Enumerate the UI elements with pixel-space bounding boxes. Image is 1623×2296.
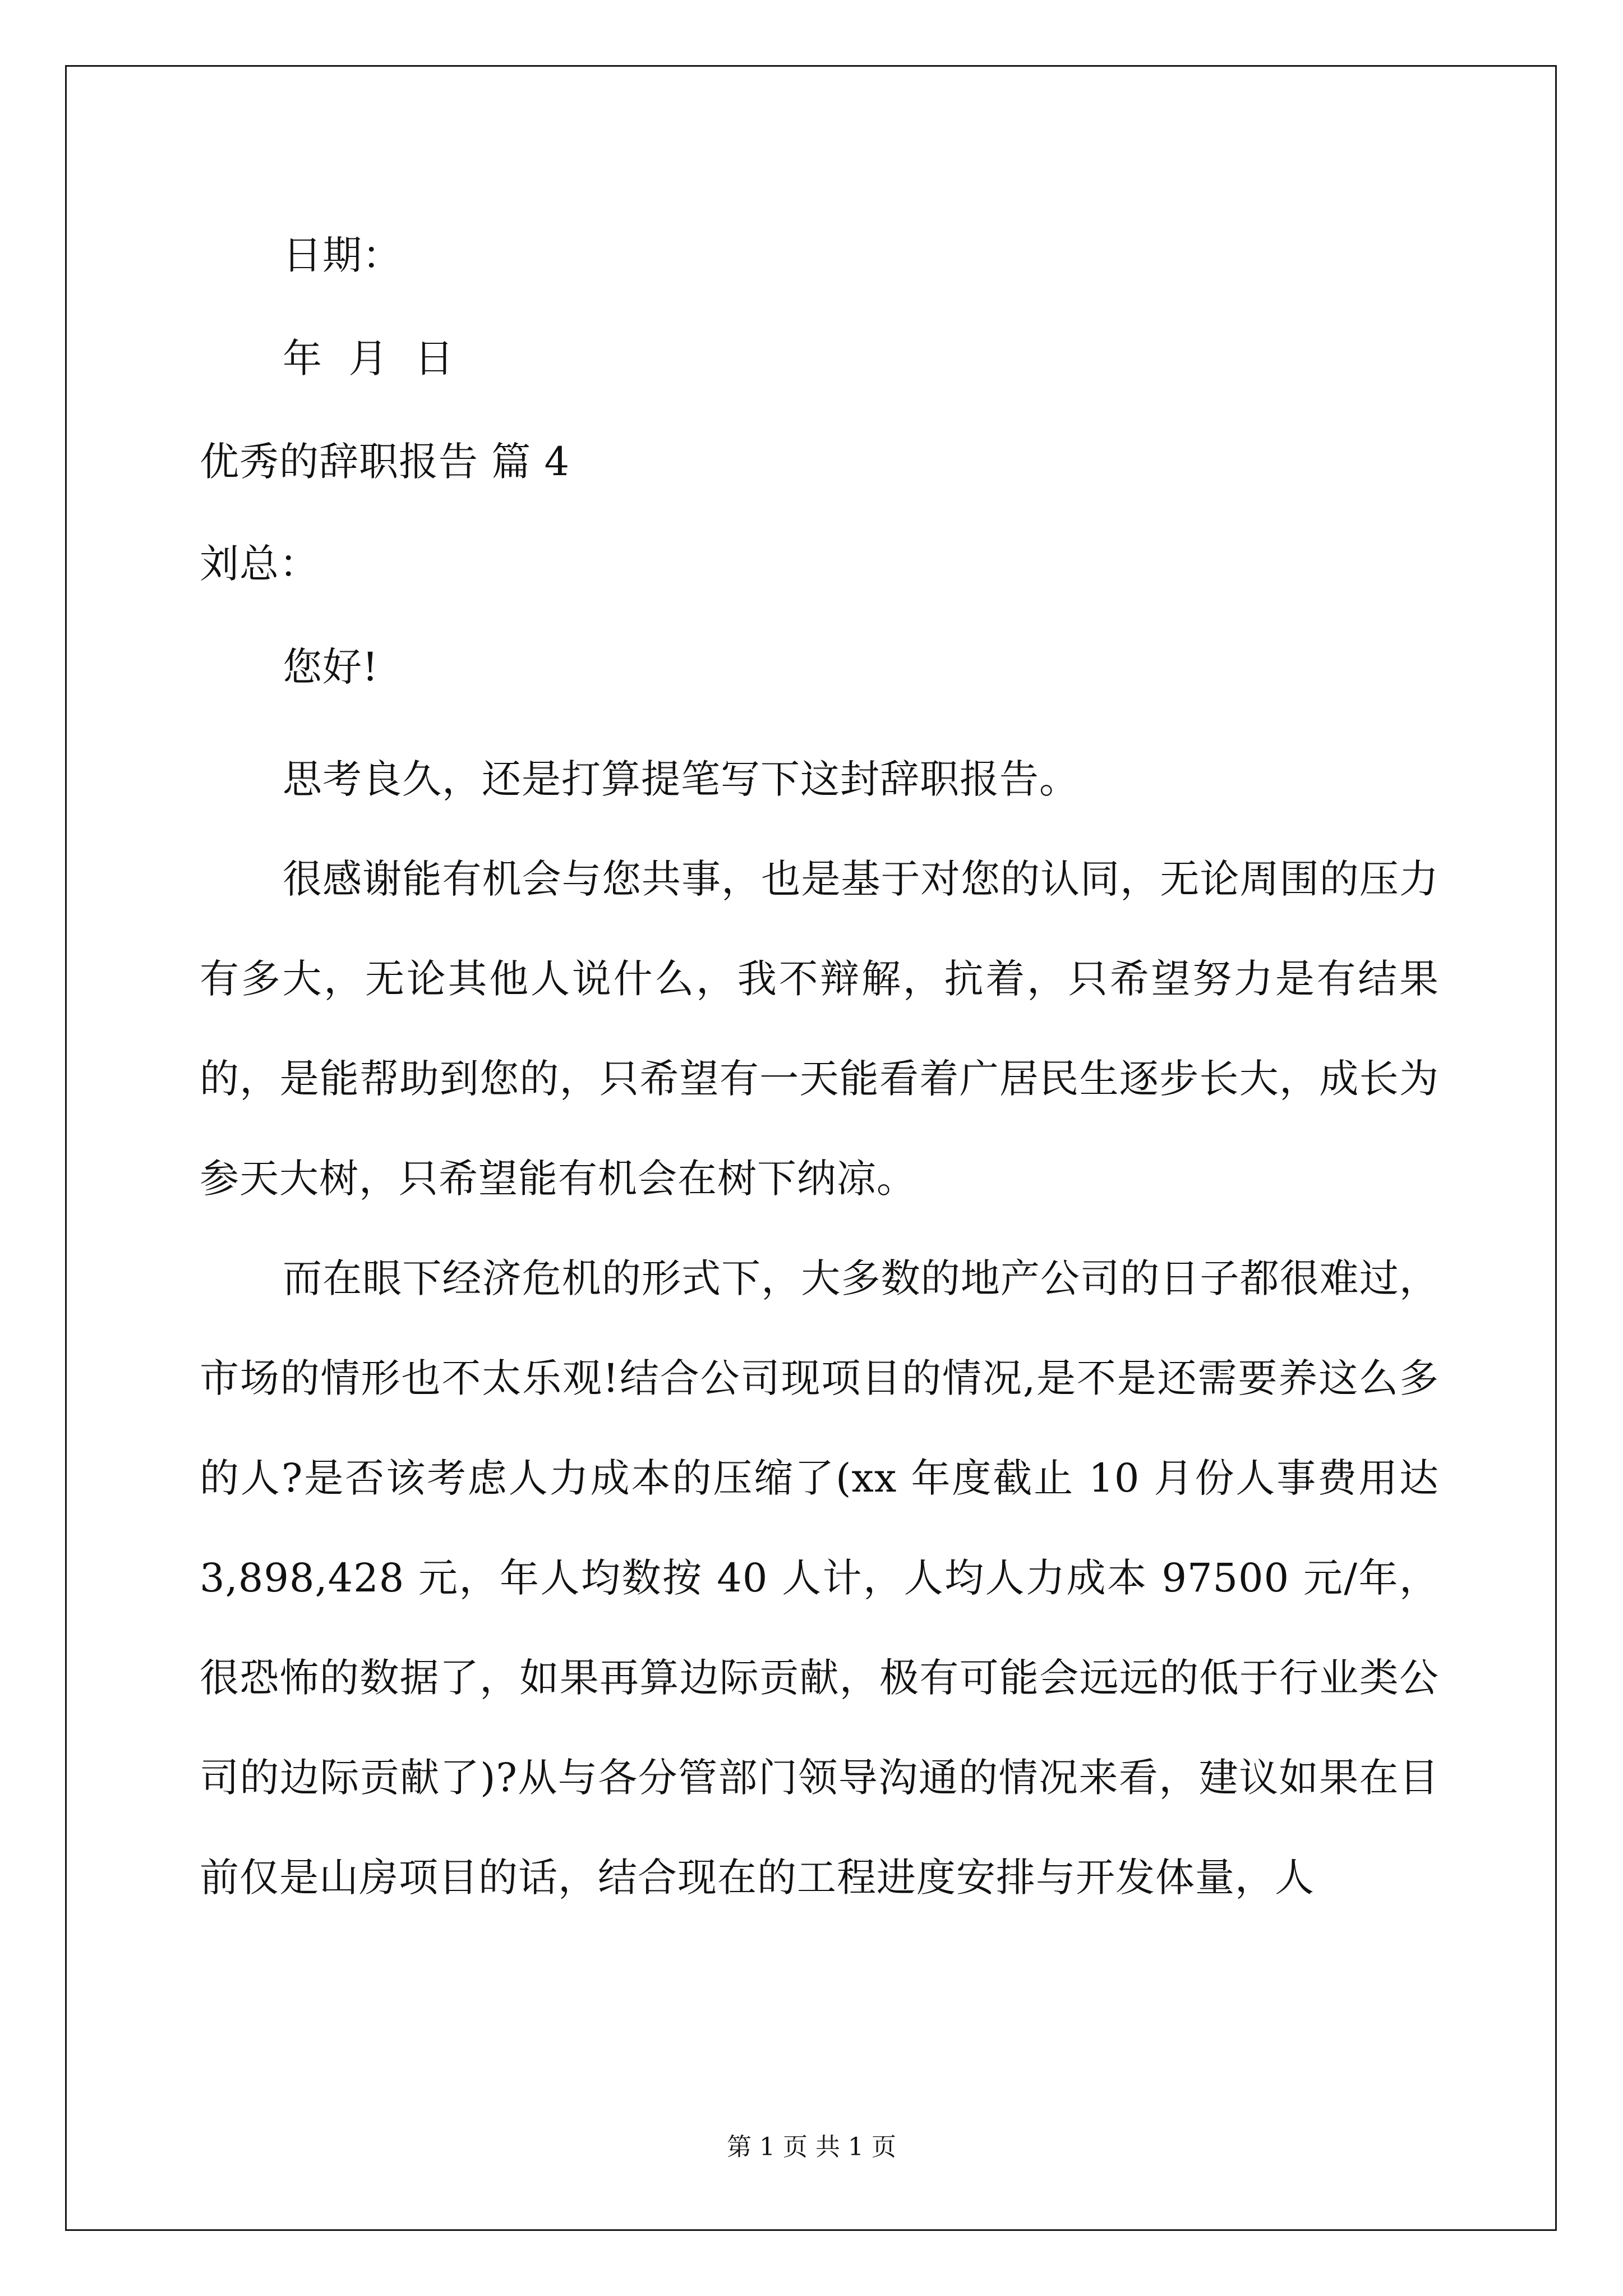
page-footer: 第 1 页 共 1 页 bbox=[727, 2133, 896, 2161]
paragraph-2: 很感谢能有机会与您共事，也是基于对您的认同，无论周围的压力有多大，无论其他人说什么，我不辩解，抗着，只希望努力是有结果的，是能帮助到您的，只希望有一天能看着广居民生逐步长大，成长为参天大树，只希望能有机会在树下纳凉。 bbox=[200, 856, 1439, 1202]
date-label: 日期： bbox=[283, 232, 402, 278]
date-fields: 年 月 日 bbox=[283, 335, 455, 381]
greeting: 您好! bbox=[283, 644, 379, 690]
section-title: 优秀的辞职报告 篇 4 bbox=[200, 439, 570, 485]
paragraph-3: 而在眼下经济危机的形式下，大多数的地产公司的日子都很难过，市场的情形也不太乐观!结合公司现项目的情况,是不是还需要养这么多的人?是否该考虑人力成本的压缩了(xx 年度截止 10 月份人事费用达 3,898,428 元，年人均数按 40 人计，人均人力成本 97500 元/年，很恐怖的数据了，如果再算边际贡献，极有可能会远远的低于行业类公司的边际贡献了)?从与各分管部门领导沟通的情况来看，建议如果在目前仅是山房项目的话，结合现在的工程进度安排与开发体量，人 bbox=[200, 1255, 1439, 1901]
paragraph-1: 思考良久，还是打算提笔写下这封辞职报告。 bbox=[283, 756, 1079, 802]
salutation: 刘总： bbox=[200, 541, 319, 587]
